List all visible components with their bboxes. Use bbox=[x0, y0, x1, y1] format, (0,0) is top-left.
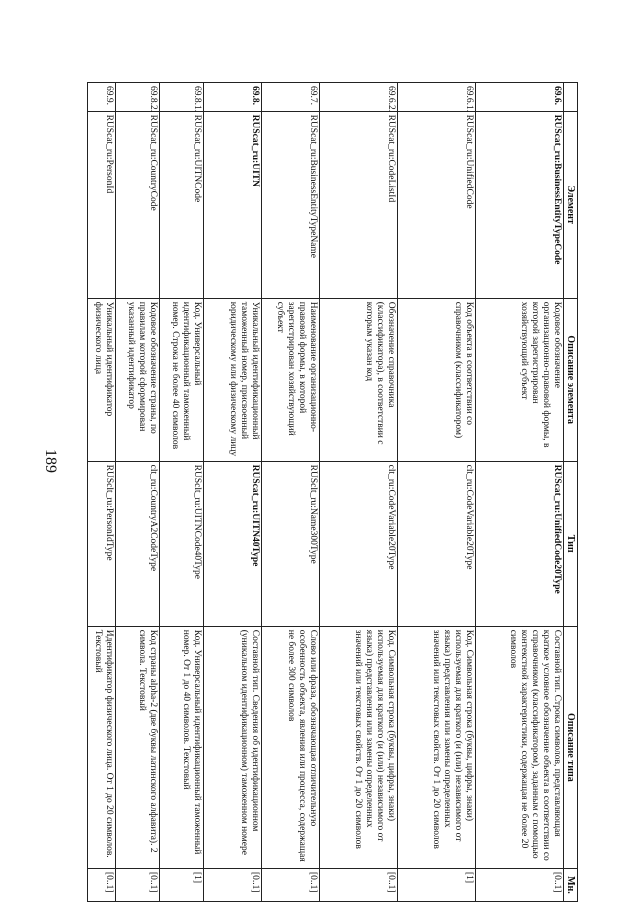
header-multiplicity: Мн. bbox=[564, 868, 578, 901]
row-number: 69.8.2. bbox=[116, 83, 160, 112]
row-type-description: Слово или фраза, обозначающая отличительную особенность объекта, явления или процесса, содержащая не более 300 символов bbox=[262, 626, 320, 868]
row-multiplicity: [0..1] bbox=[320, 868, 398, 901]
row-description: Кодовое обозначение страны, по правилам которой сформирован указанный идентификатор bbox=[116, 298, 160, 461]
row-type: RUSclt_ru:UITNCode40Type bbox=[160, 461, 204, 626]
elements-table bbox=[87, 82, 578, 902]
row-multiplicity: [0..1] bbox=[262, 868, 320, 901]
row-element: RUScat_ru:UnifiedCode bbox=[398, 111, 476, 298]
row-element: RUScat_ru:PersonId bbox=[88, 111, 116, 298]
row-element: RUScat_ru:CountryCode bbox=[116, 111, 160, 298]
table-row bbox=[88, 83, 116, 902]
row-element: RUScat_ru:BusinessEntityTypeCode bbox=[476, 111, 564, 298]
table-row bbox=[204, 83, 262, 902]
row-type: clt_ru:CodeVariable20Type bbox=[320, 461, 398, 626]
row-multiplicity: [0..1] bbox=[88, 868, 116, 901]
header-element: Элемент bbox=[564, 111, 578, 298]
row-description: Уникальный идентификатор физического лица bbox=[88, 298, 116, 461]
row-type-description: Составной тип. Строка символов, представляющая краткое условное обозначение объекта в соответствии со справочником (классификатором), заданным с помощью контекстной характеристики, содержащая не более 20 символов bbox=[476, 626, 564, 868]
row-multiplicity: [1] bbox=[398, 868, 476, 901]
row-type: clt_ru:CountryA2CodeType bbox=[116, 461, 160, 626]
row-number: 69.6. bbox=[476, 83, 564, 112]
row-number: 69.9. bbox=[88, 83, 116, 112]
row-multiplicity: [1] bbox=[160, 868, 204, 901]
header-description: Описание элемента bbox=[564, 298, 578, 461]
row-type: clt_ru:CodeVariable20Type bbox=[398, 461, 476, 626]
row-type: RUSclt_ru:PersonIdType bbox=[88, 461, 116, 626]
row-element: RUScat_ru:UITN bbox=[204, 111, 262, 298]
rotated-table-wrapper bbox=[86, 82, 578, 902]
table-row bbox=[398, 83, 476, 902]
table-row bbox=[160, 83, 204, 902]
row-multiplicity: [0..1] bbox=[204, 868, 262, 901]
row-description: Наименование организационно-правовой формы, в которой зарегистрирован хозяйствующий субъект bbox=[262, 298, 320, 461]
row-type-description: Код. Универсальный идентификационный таможенный номер. От 1 до 40 символов. Текстовый bbox=[160, 626, 204, 868]
row-type: RUScat_ru:UnifiedCode20Type bbox=[476, 461, 564, 626]
row-description: Кодовое обозначение организационно-правовой формы, в которой зарегистрирован хозяйствующий субъект bbox=[476, 298, 564, 461]
row-number: 69.8.1. bbox=[160, 83, 204, 112]
page-number: 189 bbox=[42, 449, 59, 473]
row-description: Уникальный идентификационный таможенный номер, присвоенный юридическому или физическому лицу bbox=[204, 298, 262, 461]
row-type-description: Составной тип. Сведения об идентификационном (уникальном идентификационном) таможенном номере bbox=[204, 626, 262, 868]
header-num bbox=[564, 83, 578, 112]
row-type-description: Код страны alpha-2 (две буквы латинского алфавита). 2 символа. Текстовый bbox=[116, 626, 160, 868]
row-element: RUScat_ru:UITNCode bbox=[160, 111, 204, 298]
row-element: RUScat_ru:BusinessEntityTypeName bbox=[262, 111, 320, 298]
row-type: RUSclt_ru:Name300Type bbox=[262, 461, 320, 626]
row-type-description: Код. Символьная строка (буквы, цифры, знаки) используемая для краткого (и (или) независимого от языка) представления или замены определенных значений или текстовых свойств. От 1 до 20 символов bbox=[398, 626, 476, 868]
row-element: RUScat_ru:CodeListId bbox=[320, 111, 398, 298]
row-number: 69.7. bbox=[262, 83, 320, 112]
table-row bbox=[320, 83, 398, 902]
row-multiplicity: [0..1] bbox=[116, 868, 160, 901]
table-row bbox=[476, 83, 564, 902]
header-type-description: Описание типа bbox=[564, 626, 578, 868]
row-description: Код объекта в соответствии со справочником (классификатором) bbox=[398, 298, 476, 461]
row-type-description: Идентификатор физического лица. От 1 до 20 символов. Текстовый bbox=[88, 626, 116, 868]
table-row bbox=[262, 83, 320, 902]
header-type: Тип bbox=[564, 461, 578, 626]
table-row bbox=[116, 83, 160, 902]
row-number: 69.6.2. bbox=[320, 83, 398, 112]
row-description: Код. Универсальный идентификационный таможенный номер. Строка не более 40 символов bbox=[160, 298, 204, 461]
row-type: RUScat_ru:UITN40Type bbox=[204, 461, 262, 626]
row-type-description: Код. Символьная строка (буквы, цифры, знаки) используемая для краткого (и (или) независимого от языка) представления или замены определенных значений или текстовых свойств. От 1 до 20 символов bbox=[320, 626, 398, 868]
row-number: 69.6.1. bbox=[398, 83, 476, 112]
row-description: Обозначение справочника (классификатора), в соответствии с которым указан код bbox=[320, 298, 398, 461]
row-multiplicity: [0..1] bbox=[476, 868, 564, 901]
table-header-row bbox=[564, 83, 578, 902]
row-number: 69.8. bbox=[204, 83, 262, 112]
